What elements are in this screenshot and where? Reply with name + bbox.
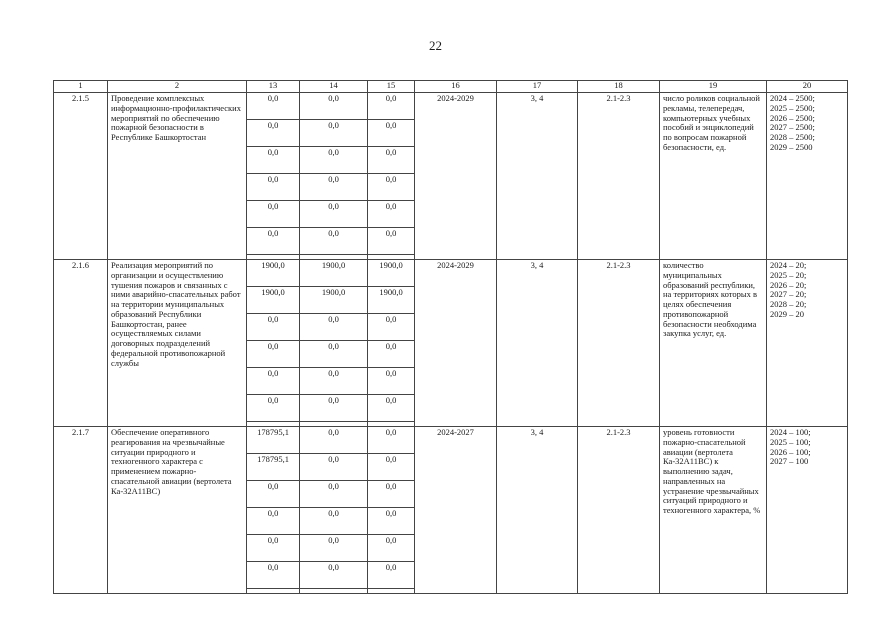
target-value: 2028 – 2500;: [770, 132, 815, 143]
table-row: [54, 427, 848, 454]
column-header: 14: [300, 81, 368, 93]
row-number: 2.1.5: [54, 93, 108, 260]
funding-cell: 0,0: [300, 427, 368, 454]
funding-cell: 0,0: [368, 174, 415, 201]
funding-cell: 0,0: [247, 201, 300, 228]
target-value: 2027 – 20;: [770, 289, 807, 300]
funding-cell: 0,0: [247, 120, 300, 147]
target-value: 2025 – 20;: [770, 269, 807, 280]
target-value: 2027 – 2500;: [770, 122, 815, 133]
funding-cell: 0,0: [300, 120, 368, 147]
column-17-cell: 3, 4: [497, 93, 578, 260]
table-row: [54, 260, 848, 287]
target-value: 2029 – 2500: [770, 141, 813, 152]
funding-cell: 1900,0: [247, 260, 300, 287]
indicator-cell: число роликов социальной рекламы, телепередач, компьютерных учебных пособий и энциклопедий по вопросам пожарной безопасности, ед.: [660, 93, 767, 260]
column-header: 1: [54, 81, 108, 93]
funding-cell: 0,0: [300, 508, 368, 535]
funding-cell: 0,0: [368, 93, 415, 120]
funding-cell: 0,0: [247, 368, 300, 395]
funding-cell: 0,0: [247, 93, 300, 120]
funding-cell: 0,0: [247, 147, 300, 174]
funding-cell: 0,0: [247, 508, 300, 535]
column-17-cell: 3, 4: [497, 260, 578, 427]
column-header: 19: [660, 81, 767, 93]
target-value: 2025 – 2500;: [770, 102, 815, 113]
funding-cell: 178795,1: [247, 454, 300, 481]
funding-cell: 0,0: [368, 201, 415, 228]
column-header: 18: [578, 81, 660, 93]
funding-cell: 0,0: [300, 368, 368, 395]
funding-cell: 0,0: [247, 395, 300, 422]
funding-cell: 0,0: [300, 147, 368, 174]
funding-cell: 1900,0: [300, 287, 368, 314]
funding-cell: 0,0: [247, 341, 300, 368]
column-17-cell: 3, 4: [497, 427, 578, 594]
target-value: 2028 – 20;: [770, 299, 807, 310]
funding-cell: 0,0: [368, 395, 415, 422]
measures-table: [53, 80, 848, 594]
funding-cell: 1900,0: [368, 287, 415, 314]
funding-cell: 0,0: [368, 427, 415, 454]
column-header: 2: [108, 81, 247, 93]
period-cell: 2024-2027: [415, 427, 497, 594]
funding-cell: 0,0: [300, 341, 368, 368]
funding-cell: 178795,1: [247, 427, 300, 454]
column-18-cell: 2.1-2.3: [578, 427, 660, 594]
funding-cell: 0,0: [368, 314, 415, 341]
measure-name: Проведение комплексных информационно-профилактических мероприятий по обеспечению пожарной безопасности в Республике Башкортостан: [108, 93, 247, 260]
row-number: 2.1.6: [54, 260, 108, 427]
funding-cell: 0,0: [368, 535, 415, 562]
spacer-cell: [247, 589, 300, 594]
period-cell: 2024-2029: [415, 93, 497, 260]
target-value: 2024 – 100;: [770, 427, 811, 437]
funding-cell: 0,0: [247, 562, 300, 589]
funding-cell: 0,0: [368, 481, 415, 508]
spacer-cell: [368, 589, 415, 594]
indicator-cell: уровень готовности пожарно-спасательной авиации (вертолета Ка-32А11ВС) к выполнению задач, направленных на устранение чрезвычайных ситуаций природного и техногенного характера, %: [660, 427, 767, 594]
funding-cell: 1900,0: [300, 260, 368, 287]
column-18-cell: 2.1-2.3: [578, 260, 660, 427]
column-header: 13: [247, 81, 300, 93]
column-header: 16: [415, 81, 497, 93]
measure-name: Обеспечение оперативного реагирования на чрезвычайные ситуации природного и техногенного характера с применением пожарно-спасательной авиации (вертолета Ка-32А11ВС): [108, 427, 247, 594]
spacer-cell: [300, 589, 368, 594]
funding-cell: 0,0: [247, 481, 300, 508]
funding-cell: 1900,0: [368, 260, 415, 287]
column-header: 20: [767, 81, 848, 93]
column-header: 15: [368, 81, 415, 93]
funding-cell: 0,0: [247, 174, 300, 201]
targets-cell: [767, 260, 848, 427]
funding-cell: 0,0: [300, 201, 368, 228]
funding-cell: 0,0: [368, 454, 415, 481]
header-row: [54, 81, 848, 93]
measure-name: Реализация мероприятий по организации и осуществлению тушения пожаров и связанных с ними аварийно-спасательных работ на территории муниципальных образований Республики Башкортостан, ранее осуществляемых силами договорных подразделений федеральной противопожарной службы: [108, 260, 247, 427]
target-value: 2026 – 100;: [770, 446, 811, 457]
target-value: 2026 – 2500;: [770, 112, 815, 123]
funding-cell: 0,0: [300, 454, 368, 481]
column-header: 17: [497, 81, 578, 93]
funding-cell: 0,0: [247, 314, 300, 341]
funding-cell: 0,0: [300, 93, 368, 120]
targets-cell: [767, 427, 848, 594]
funding-cell: 0,0: [300, 481, 368, 508]
funding-cell: 0,0: [368, 562, 415, 589]
page-number: 22: [429, 38, 442, 53]
target-value: 2026 – 20;: [770, 279, 807, 290]
target-value: 2027 – 100: [770, 456, 809, 467]
funding-cell: 0,0: [300, 174, 368, 201]
column-18-cell: 2.1-2.3: [578, 93, 660, 260]
table-row: [54, 93, 848, 120]
funding-cell: 0,0: [368, 341, 415, 368]
funding-cell: 0,0: [247, 535, 300, 562]
funding-cell: 0,0: [368, 368, 415, 395]
funding-cell: 0,0: [368, 120, 415, 147]
funding-cell: 0,0: [368, 508, 415, 535]
period-cell: 2024-2029: [415, 260, 497, 427]
funding-cell: 0,0: [300, 535, 368, 562]
funding-cell: 0,0: [300, 228, 368, 255]
funding-cell: 0,0: [368, 147, 415, 174]
target-value: 2025 – 100;: [770, 436, 811, 447]
funding-cell: 0,0: [300, 562, 368, 589]
target-value: 2024 – 20;: [770, 260, 807, 270]
indicator-cell: количество муниципальных образований республики, на территориях которых в целях обеспечения противопожарной безопасности необходима закупка услуг, ед.: [660, 260, 767, 427]
targets-cell: [767, 93, 848, 260]
funding-cell: 0,0: [300, 314, 368, 341]
funding-cell: 0,0: [368, 228, 415, 255]
row-number: 2.1.7: [54, 427, 108, 594]
target-value: 2024 – 2500;: [770, 93, 815, 103]
target-value: 2029 – 20: [770, 308, 804, 319]
funding-cell: 0,0: [247, 228, 300, 255]
funding-cell: 1900,0: [247, 287, 300, 314]
funding-cell: 0,0: [300, 395, 368, 422]
